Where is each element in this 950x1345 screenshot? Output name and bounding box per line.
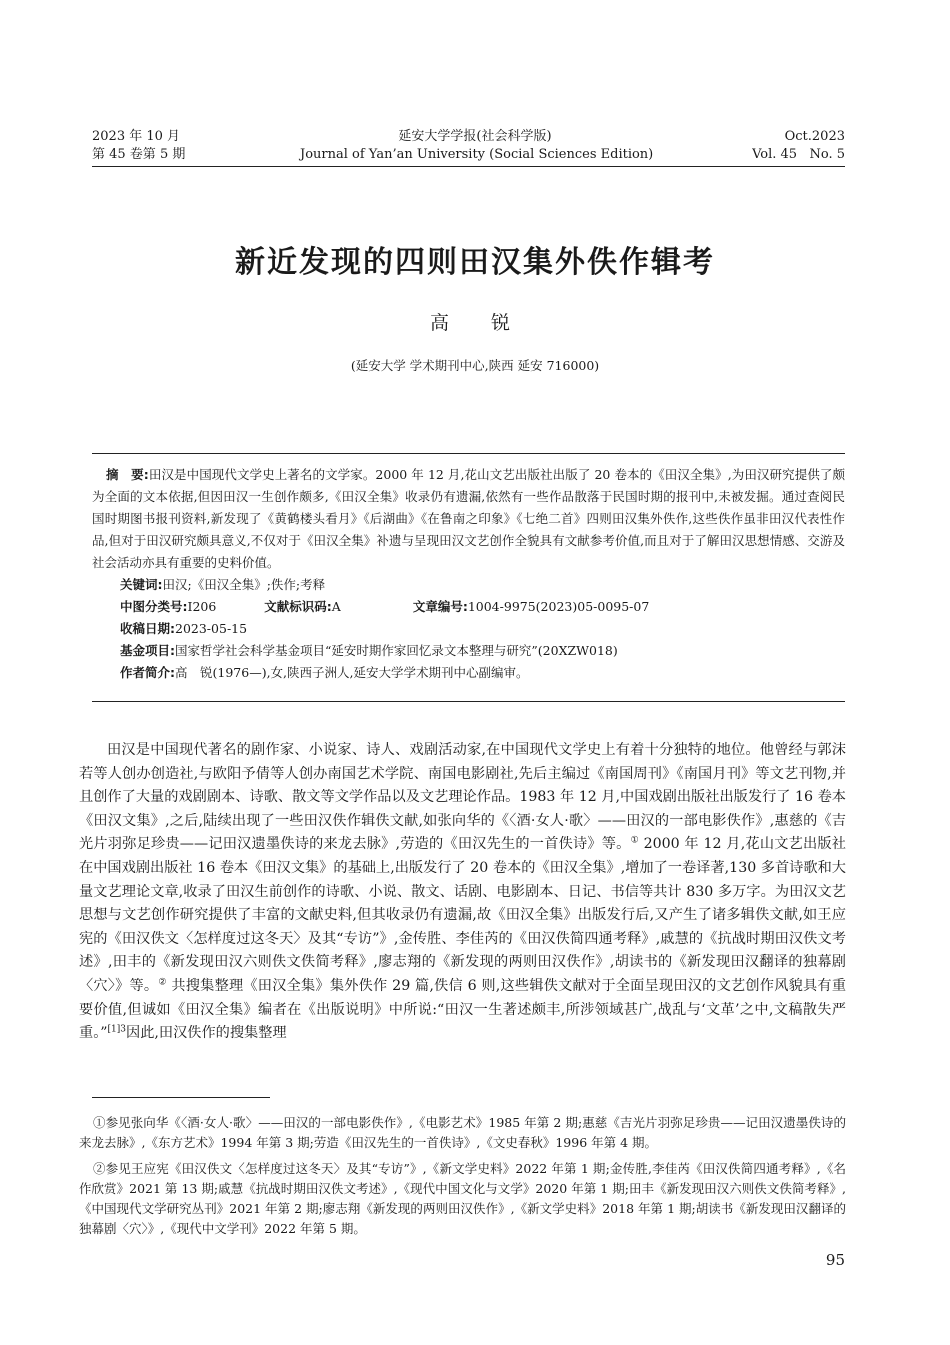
header-center [300,128,654,164]
footnote-2: ②参见王应宪《田汉佚文〈怎样度过这冬天〉及其“专访”》,《新文学史料》2022 年第 1 期;金传胜,李佳芮《田汉佚简四通考释》,《名作欣赏》2021 第 13 期;戚慧《抗战时期田汉佚文考述》,《现代中国文化与文学》2020 年第 1 期;田丰《新发现田汉六则佚文佚简考释》,《中国现代文学研究丛刊》2021 年第 2 期;廖志翔《新发现的两则田汉佚作》,《新文学史料》2018 年第 1 期;胡读书《新发现田汉翻译的独幕剧〈穴〉》,《现代中文学刊》2022 年第 5 期。 [79,1161,846,1236]
keywords-value: 田汉;《田汉全集》;佚作;考释 [162,577,326,592]
fund-value: 国家哲学社会科学基金项目“延安时期作家回忆录文本整理与研究”(20XZW018) [175,643,618,658]
journal-name-cn: 延安大学学报(社会科学版) [398,129,552,144]
citation-marker[interactable]: [1]3 [107,1024,127,1035]
article-title: 新近发现的四则田汉集外佚作辑考 [235,245,715,280]
abstract-label: 摘 要: [106,467,149,482]
received-line [92,618,845,640]
author-affiliation: (延安大学 学术期刊中心,陕西 延安 716000) [350,358,600,373]
body-paragraph: 田汉是中国现代著名的剧作家、小说家、诗人、戏剧活动家,在中国现代文学史上有着十分独特的地位。他曾经与郭沫若等人创办创造社,与欧阳予倩等人创办南国艺术学院、南国电影剧社,先后主编过《南国周刊》《南国月刊》等文艺刊物,并且创作了大量的戏剧剧本、诗歌、散文等文学作品以及文艺理论作品。1983 年 12 月,中国戏剧出版社出版发行了 16 卷本《田汉文集》,之后,陆续出现了一些田汉佚作辑佚文献,如张向华的《〈酒·女人·歌〉——田汉的一部电影佚作》,惠慈的《吉光片羽弥足珍贵——记田汉遗墨佚诗的来龙去脉》,劳造的《田汉先生的一首佚诗》等。① 2000 年 12 月,花山文艺出版社在中国戏剧出版社 16 卷本《田汉文集》的基础上,出版发行了 20 卷本的《田汉全集》,增加了一卷译著,130 多首诗歌和大量文艺理论文章,收录了田汉生前创作的诗歌、小说、散文、话剧、电影剧本、日记、书信等共计 830 多万字。为田汉文艺思想与文艺创作研究提供了丰富的文献史料,但其收录仍有遗漏,故《田汉全集》出版发行后,又产生了诸多辑佚文献,如王应宪的《田汉佚文〈怎样度过这冬天〉及其“专访”》,金传胜、李佳芮的《田汉佚简四通考释》,戚慧的《抗战时期田汉佚文考述》,田丰的《新发现田汉六则佚文佚简考释》,廖志翔的《新发现的两则田汉佚作》,胡读书的《新发现田汉翻译的独幕剧〈穴〉》等。② 共搜集整理《田汉全集》集外佚作 29 篇,佚信 6 则,这些辑佚文献对于全面呈现田汉的文艺创作风貌具有重要价值,但诚如《田汉全集》编者在《出版说明》中所说:“田汉一生著述颇丰,所涉领域甚广,战乱与‘文革’之中,文稿散失严重。”$^{[1]3}$因此,田汉佚作的搜集整理 [79,742,847,1042]
keywords-line [92,574,845,596]
abstract-top-rule [92,453,845,454]
header-rule [92,166,845,167]
header-left [92,128,185,164]
footnotes [79,1113,846,1245]
header-issue-en: Vol. 45 No. 5 [752,147,845,162]
header-date-cn: 2023 年 10 月 [92,129,181,144]
footnote-marker-1[interactable]: ① [630,835,639,846]
fund-line [92,640,845,662]
abstract-block [92,464,845,684]
bio-label: 作者简介: [120,665,175,680]
header-date-en: Oct.2023 [784,129,845,144]
footnote-marker-2[interactable]: ② [158,977,167,988]
article-no-label: 文章编号: [412,599,468,614]
keywords-label: 关键词: [120,577,163,592]
clc-label: 中图分类号: [120,599,188,614]
fund-label: 基金项目: [120,643,175,658]
bio-value: 高 锐(1976—),女,陕西子洲人,延安大学学术期刊中心副编审。 [175,665,529,680]
abstract-paragraph [92,464,845,574]
footnote-1: ①参见张向华《〈酒·女人·歌〉——田汉的一部电影佚作》,《电影艺术》1985 年第 2 期;惠慈《吉光片羽弥足珍贵——记田汉遗墨佚诗的来龙去脉》,《东方艺术》1994 年第 3 期;劳造《田汉先生的一首佚诗》,《文史春秋》1996 年第 4 期。 [79,1115,846,1150]
page-number: 95 [825,1251,845,1269]
article-no-value: 1004-9975(2023)05-0095-07 [467,599,650,614]
received-value: 2023-05-15 [175,621,248,636]
classification-line [92,596,845,618]
footnote-rule [92,1097,270,1098]
header-right [752,128,845,164]
author-name: 高 锐 [429,312,521,334]
received-label: 收稿日期: [120,621,175,636]
header-issue-cn: 第 45 卷第 5 期 [92,147,186,162]
doc-code-value: A [331,599,341,614]
journal-name-en: Journal of Yan’an University (Social Sciences Edition) [300,147,654,162]
abstract-bottom-rule [92,701,845,702]
bio-line [92,662,845,684]
body-text [79,739,846,1046]
doc-code-label: 文献标识码: [264,599,332,614]
abstract-text: 田汉是中国现代文学史上著名的文学家。2000 年 12 月,花山文艺出版社出版了 20 卷本的《田汉全集》,为田汉研究提供了颇为全面的文本依据,但因田汉一生创作颇多,《田汉全集》收录仍有遗漏,依然有一些作品散落于民国时期的报刊中,未被发掘。通过查阅民国时期图书报刊资料,新发现了《黄鹤楼头看月》《后湖曲》《在鲁南之印象》《七绝二首》四则田汉集外佚作,这些佚作虽非田汉代表性作品,但对于田汉研究颇具意义,不仅对于《田汉全集》补遗与呈现田汉文艺创作全貌具有文献参考价值,而且对于了解田汉思想情感、交游及社会活动亦具有重要的史料价值。 [92,467,845,570]
clc-value: I206 [187,599,217,614]
